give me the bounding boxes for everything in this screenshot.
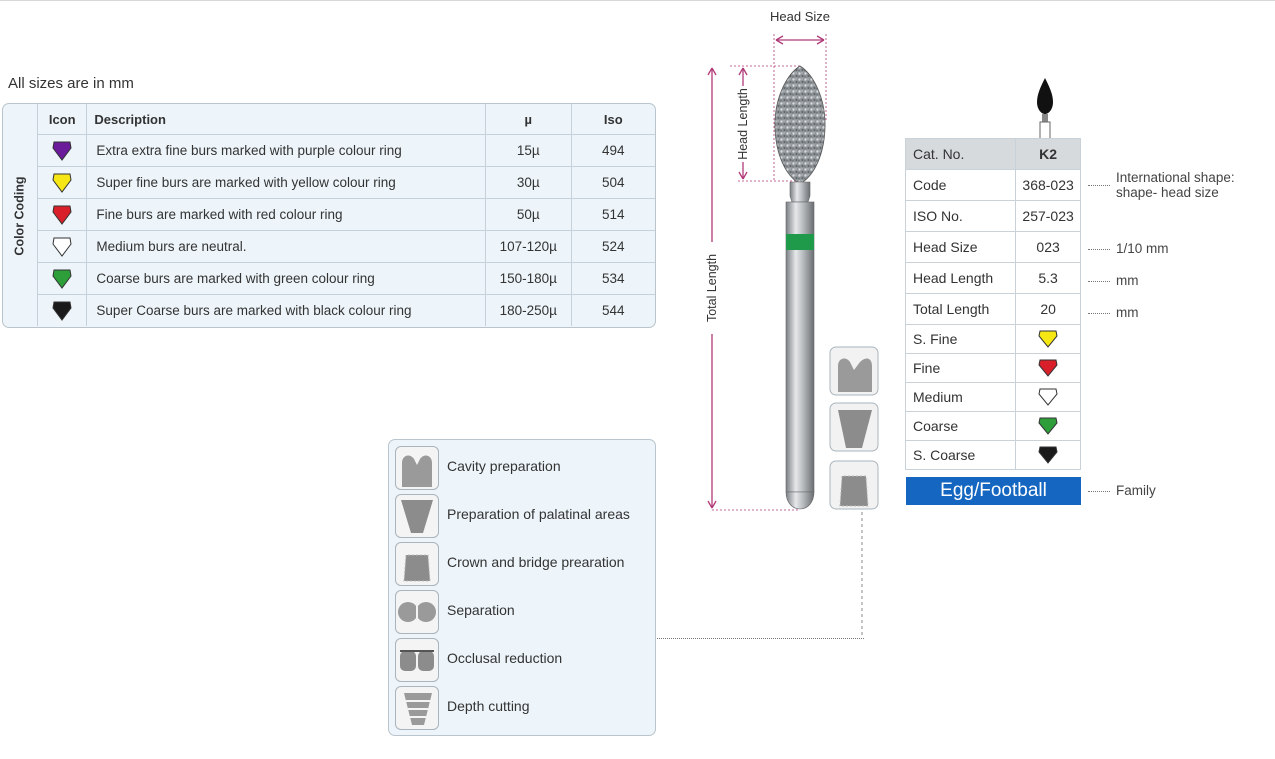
header-iso: Iso — [571, 104, 655, 135]
bur-thumbnails — [830, 347, 878, 509]
application-label: Occlusal reduction — [447, 650, 563, 666]
note-leader — [1088, 185, 1110, 186]
row-description: Coarse burs are marked with green colour ring — [87, 263, 486, 295]
gem-shape — [1039, 331, 1057, 347]
yellow-gem-icon — [1038, 329, 1058, 349]
list-item — [395, 492, 650, 538]
spec-value: 257-023 — [1016, 201, 1081, 232]
head-length-note: mm — [1116, 273, 1139, 288]
code-note-line2: shape- head size — [1116, 185, 1219, 200]
row-mu: 15µ — [486, 135, 572, 167]
crown-bridge-icon — [395, 542, 439, 586]
head-size-note: 1/10 mm — [1116, 241, 1169, 256]
family-value: Egg/Football — [906, 477, 1081, 505]
total-length-label: Total Length — [705, 253, 719, 323]
header-mu: µ — [486, 104, 572, 135]
list-item — [395, 444, 650, 490]
family-note: Family — [1116, 483, 1156, 498]
bur-shape-icon — [1032, 76, 1058, 140]
table-row — [906, 232, 1081, 263]
white-gem-icon — [1038, 387, 1058, 407]
table-row — [906, 354, 1081, 383]
header-description: Description — [87, 104, 486, 135]
spec-value: 368-023 — [1016, 170, 1081, 201]
gem-shape — [1039, 418, 1057, 434]
spec-value: 20 — [1016, 294, 1081, 325]
row-mu: 50µ — [486, 199, 572, 231]
row-description: Extra extra fine burs marked with purple colour ring — [87, 135, 486, 167]
table-header-row — [38, 104, 656, 135]
gem-shape — [53, 238, 71, 256]
spec-value: 023 — [1016, 232, 1081, 263]
grit-label: Fine — [906, 354, 1016, 383]
gem-shape — [53, 174, 71, 192]
list-item — [395, 540, 650, 586]
connector-line-horizontal — [654, 638, 864, 639]
note-leader — [1088, 281, 1110, 282]
spec-label: ISO No. — [906, 201, 1016, 232]
list-item — [395, 636, 650, 682]
green-colour-ring — [786, 234, 814, 250]
black-gem-icon — [52, 300, 72, 322]
application-list — [388, 439, 656, 736]
application-label: Depth cutting — [447, 698, 530, 714]
head-size-label: Head Size — [770, 9, 830, 24]
spec-label: Head Length — [906, 263, 1016, 294]
white-gem-icon — [52, 236, 72, 258]
gem-shape — [1039, 389, 1057, 405]
table-row — [906, 139, 1081, 170]
table-row — [906, 383, 1081, 412]
gem-shape — [1039, 360, 1057, 376]
purple-gem-icon — [52, 140, 72, 162]
sizes-note: All sizes are in mm — [8, 75, 134, 92]
table-row — [906, 325, 1081, 354]
table-row — [906, 294, 1081, 325]
note-leader — [1088, 491, 1110, 492]
table-row — [38, 263, 656, 295]
list-item — [395, 588, 650, 634]
cavity-preparation-icon — [395, 446, 439, 490]
top-divider — [0, 0, 1275, 1]
spec-value: 5.3 — [1016, 263, 1081, 294]
spec-label: Total Length — [906, 294, 1016, 325]
application-label: Preparation of palatinal areas — [447, 506, 630, 522]
bur-neck — [790, 182, 810, 202]
spec-label: Code — [906, 170, 1016, 201]
table-row — [38, 295, 656, 327]
tooth-shape — [840, 476, 868, 506]
table-row — [906, 412, 1081, 441]
code-note-line1: International shape: — [1116, 170, 1235, 185]
head-length-label: Head Length — [736, 88, 750, 160]
row-description: Super Coarse burs are marked with black colour ring — [87, 295, 486, 327]
table-row — [906, 263, 1081, 294]
row-description: Fine burs are marked with red colour ring — [87, 199, 486, 231]
green-gem-icon — [1038, 416, 1058, 436]
depth-cutting-icon — [395, 686, 439, 730]
row-mu: 150-180µ — [486, 263, 572, 295]
gem-shape — [1039, 447, 1057, 463]
green-gem-icon — [52, 268, 72, 290]
row-iso: 534 — [571, 263, 655, 295]
gem-shape — [53, 270, 71, 288]
palatinal-areas-icon — [395, 494, 439, 538]
table-row — [38, 167, 656, 199]
spec-label: Head Size — [906, 232, 1016, 263]
grit-label: Medium — [906, 383, 1016, 412]
bur-shaft-end — [786, 492, 814, 509]
table-row — [906, 441, 1081, 470]
note-leader — [1088, 313, 1110, 314]
occlusal-reduction-icon — [395, 638, 439, 682]
list-item — [395, 684, 650, 730]
spec-table — [905, 138, 1081, 470]
gem-shape — [53, 206, 71, 224]
row-mu: 30µ — [486, 167, 572, 199]
application-label: Crown and bridge prearation — [447, 554, 625, 570]
row-iso: 504 — [571, 167, 655, 199]
row-iso: 494 — [571, 135, 655, 167]
yellow-gem-icon — [52, 172, 72, 194]
table-row — [38, 135, 656, 167]
row-mu: 180-250µ — [486, 295, 572, 327]
total-length-note: mm — [1116, 305, 1139, 320]
black-gem-icon — [1038, 445, 1058, 465]
cat-no-label: Cat. No. — [906, 139, 1016, 170]
row-iso: 514 — [571, 199, 655, 231]
table-row — [38, 199, 656, 231]
grit-label: S. Fine — [906, 325, 1016, 354]
application-label: Separation — [447, 602, 515, 618]
table-row — [906, 201, 1081, 232]
code-note — [1116, 170, 1235, 200]
bur-head — [775, 66, 825, 182]
row-iso: 524 — [571, 231, 655, 263]
row-description: Medium burs are neutral. — [87, 231, 486, 263]
row-description: Super fine burs are marked with yellow colour ring — [87, 167, 486, 199]
header-icon: Icon — [38, 104, 87, 135]
table-row — [38, 231, 656, 263]
gem-shape — [53, 302, 71, 320]
color-coding-side-label: Color Coding — [13, 175, 27, 256]
row-iso: 544 — [571, 295, 655, 327]
red-gem-icon — [52, 204, 72, 226]
red-gem-icon — [1038, 358, 1058, 378]
table-row — [906, 170, 1081, 201]
color-coding-table — [2, 103, 656, 328]
grit-label: S. Coarse — [906, 441, 1016, 470]
gem-shape — [53, 142, 71, 160]
grit-label: Coarse — [906, 412, 1016, 441]
row-mu: 107-120µ — [486, 231, 572, 263]
application-label: Cavity preparation — [447, 458, 561, 474]
note-leader — [1088, 249, 1110, 250]
bur-diagram — [690, 0, 900, 640]
separation-icon — [395, 590, 439, 634]
cat-no-value: K2 — [1016, 139, 1081, 170]
color-coding-grid — [37, 104, 655, 326]
